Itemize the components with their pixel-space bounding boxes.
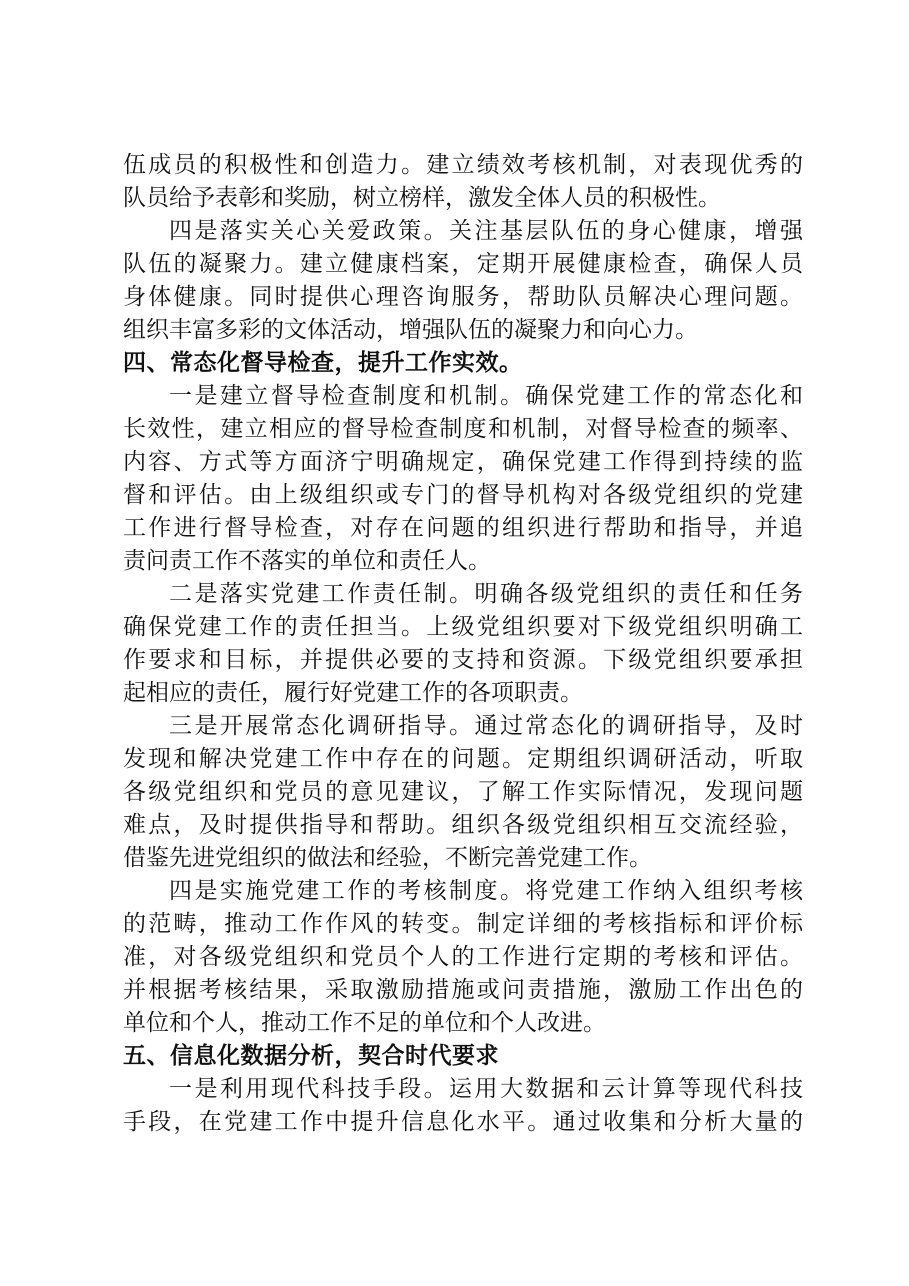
section-heading: 四、常态化督导检查，提升工作实效。 [123,350,523,376]
document-body [123,149,803,1139]
text-line: 确保党建工作的责任担当。上级党组织要对下级党组织明确工 [123,614,803,640]
paragraph-first-line: 四是实施党建工作的考核制度。将党建工作纳入组织考核 [169,878,803,904]
paragraph-first-line: 一是利用现代科技手段。运用大数据和云计算等现代科技 [169,1076,803,1102]
paragraph-last-line: 单位和个人，推动工作不足的单位和个人改进。 [123,1010,606,1036]
paragraph-first-line: 三是开展常态化调研指导。通过常态化的调研指导，及时 [169,713,803,739]
paragraph-last-line: 队员给予表彰和奖励，树立榜样，激发全体人员的积极性。 [123,185,721,211]
paragraph-last-line: 借鉴先进党组织的做法和经验，不断完善党建工作。 [123,845,652,871]
paragraph-last-line: 起相应的责任，履行好党建工作的各项职责。 [123,680,583,706]
text-line: 队伍的凝聚力。建立健康档案，定期开展健康检查，确保人员 [123,251,803,277]
paragraph-first-line: 一是建立督导检查制度和机制。确保党建工作的常态化和 [169,383,803,409]
paragraph-first-line: 四是落实关心关爱政策。关注基层队伍的身心健康，增强 [169,218,803,244]
text-line: 身体健康。同时提供心理咨询服务，帮助队员解决心理问题。 [123,284,803,310]
text-line: 并根据考核结果，采取激励措施或问责措施，激励工作出色的 [123,977,803,1003]
text-line: 作要求和目标，并提供必要的支持和资源。下级党组织要承担 [123,647,803,673]
text-line: 长效性，建立相应的督导检查制度和机制，对督导检查的频率、 [123,416,803,442]
text-line: 发现和解决党建工作中存在的问题。定期组织调研活动，听取 [123,746,803,772]
text-line: 准，对各级党组织和党员个人的工作进行定期的考核和评估。 [123,944,803,970]
text-line: 内容、方式等方面济宁明确规定，确保党建工作得到持续的监 [123,449,803,475]
text-line: 督和评估。由上级组织或专门的督导机构对各级党组织的党建 [123,482,803,508]
paragraph-last-line: 责问责工作不落实的单位和责任人。 [123,548,491,574]
paragraph-last-line: 组织丰富多彩的文体活动，增强队伍的凝聚力和向心力。 [123,317,698,343]
text-line: 工作进行督导检查，对存在问题的组织进行帮助和指导，并追 [123,515,803,541]
text-line: 伍成员的积极性和创造力。建立绩效考核机制，对表现优秀的 [123,152,803,178]
section-heading: 五、信息化数据分析，契合时代要求 [123,1043,499,1069]
paragraph-first-line: 二是落实党建工作责任制。明确各级党组织的责任和任务 [169,581,803,607]
text-line: 手段，在党建工作中提升信息化水平。通过收集和分析大量的 [123,1109,803,1135]
text-line: 难点，及时提供指导和帮助。组织各级党组织相互交流经验， [123,812,803,838]
text-line: 的范畴，推动工作作风的转变。制定详细的考核指标和评价标 [123,911,803,937]
text-line: 各级党组织和党员的意见建议，了解工作实际情况，发现问题 [123,779,803,805]
